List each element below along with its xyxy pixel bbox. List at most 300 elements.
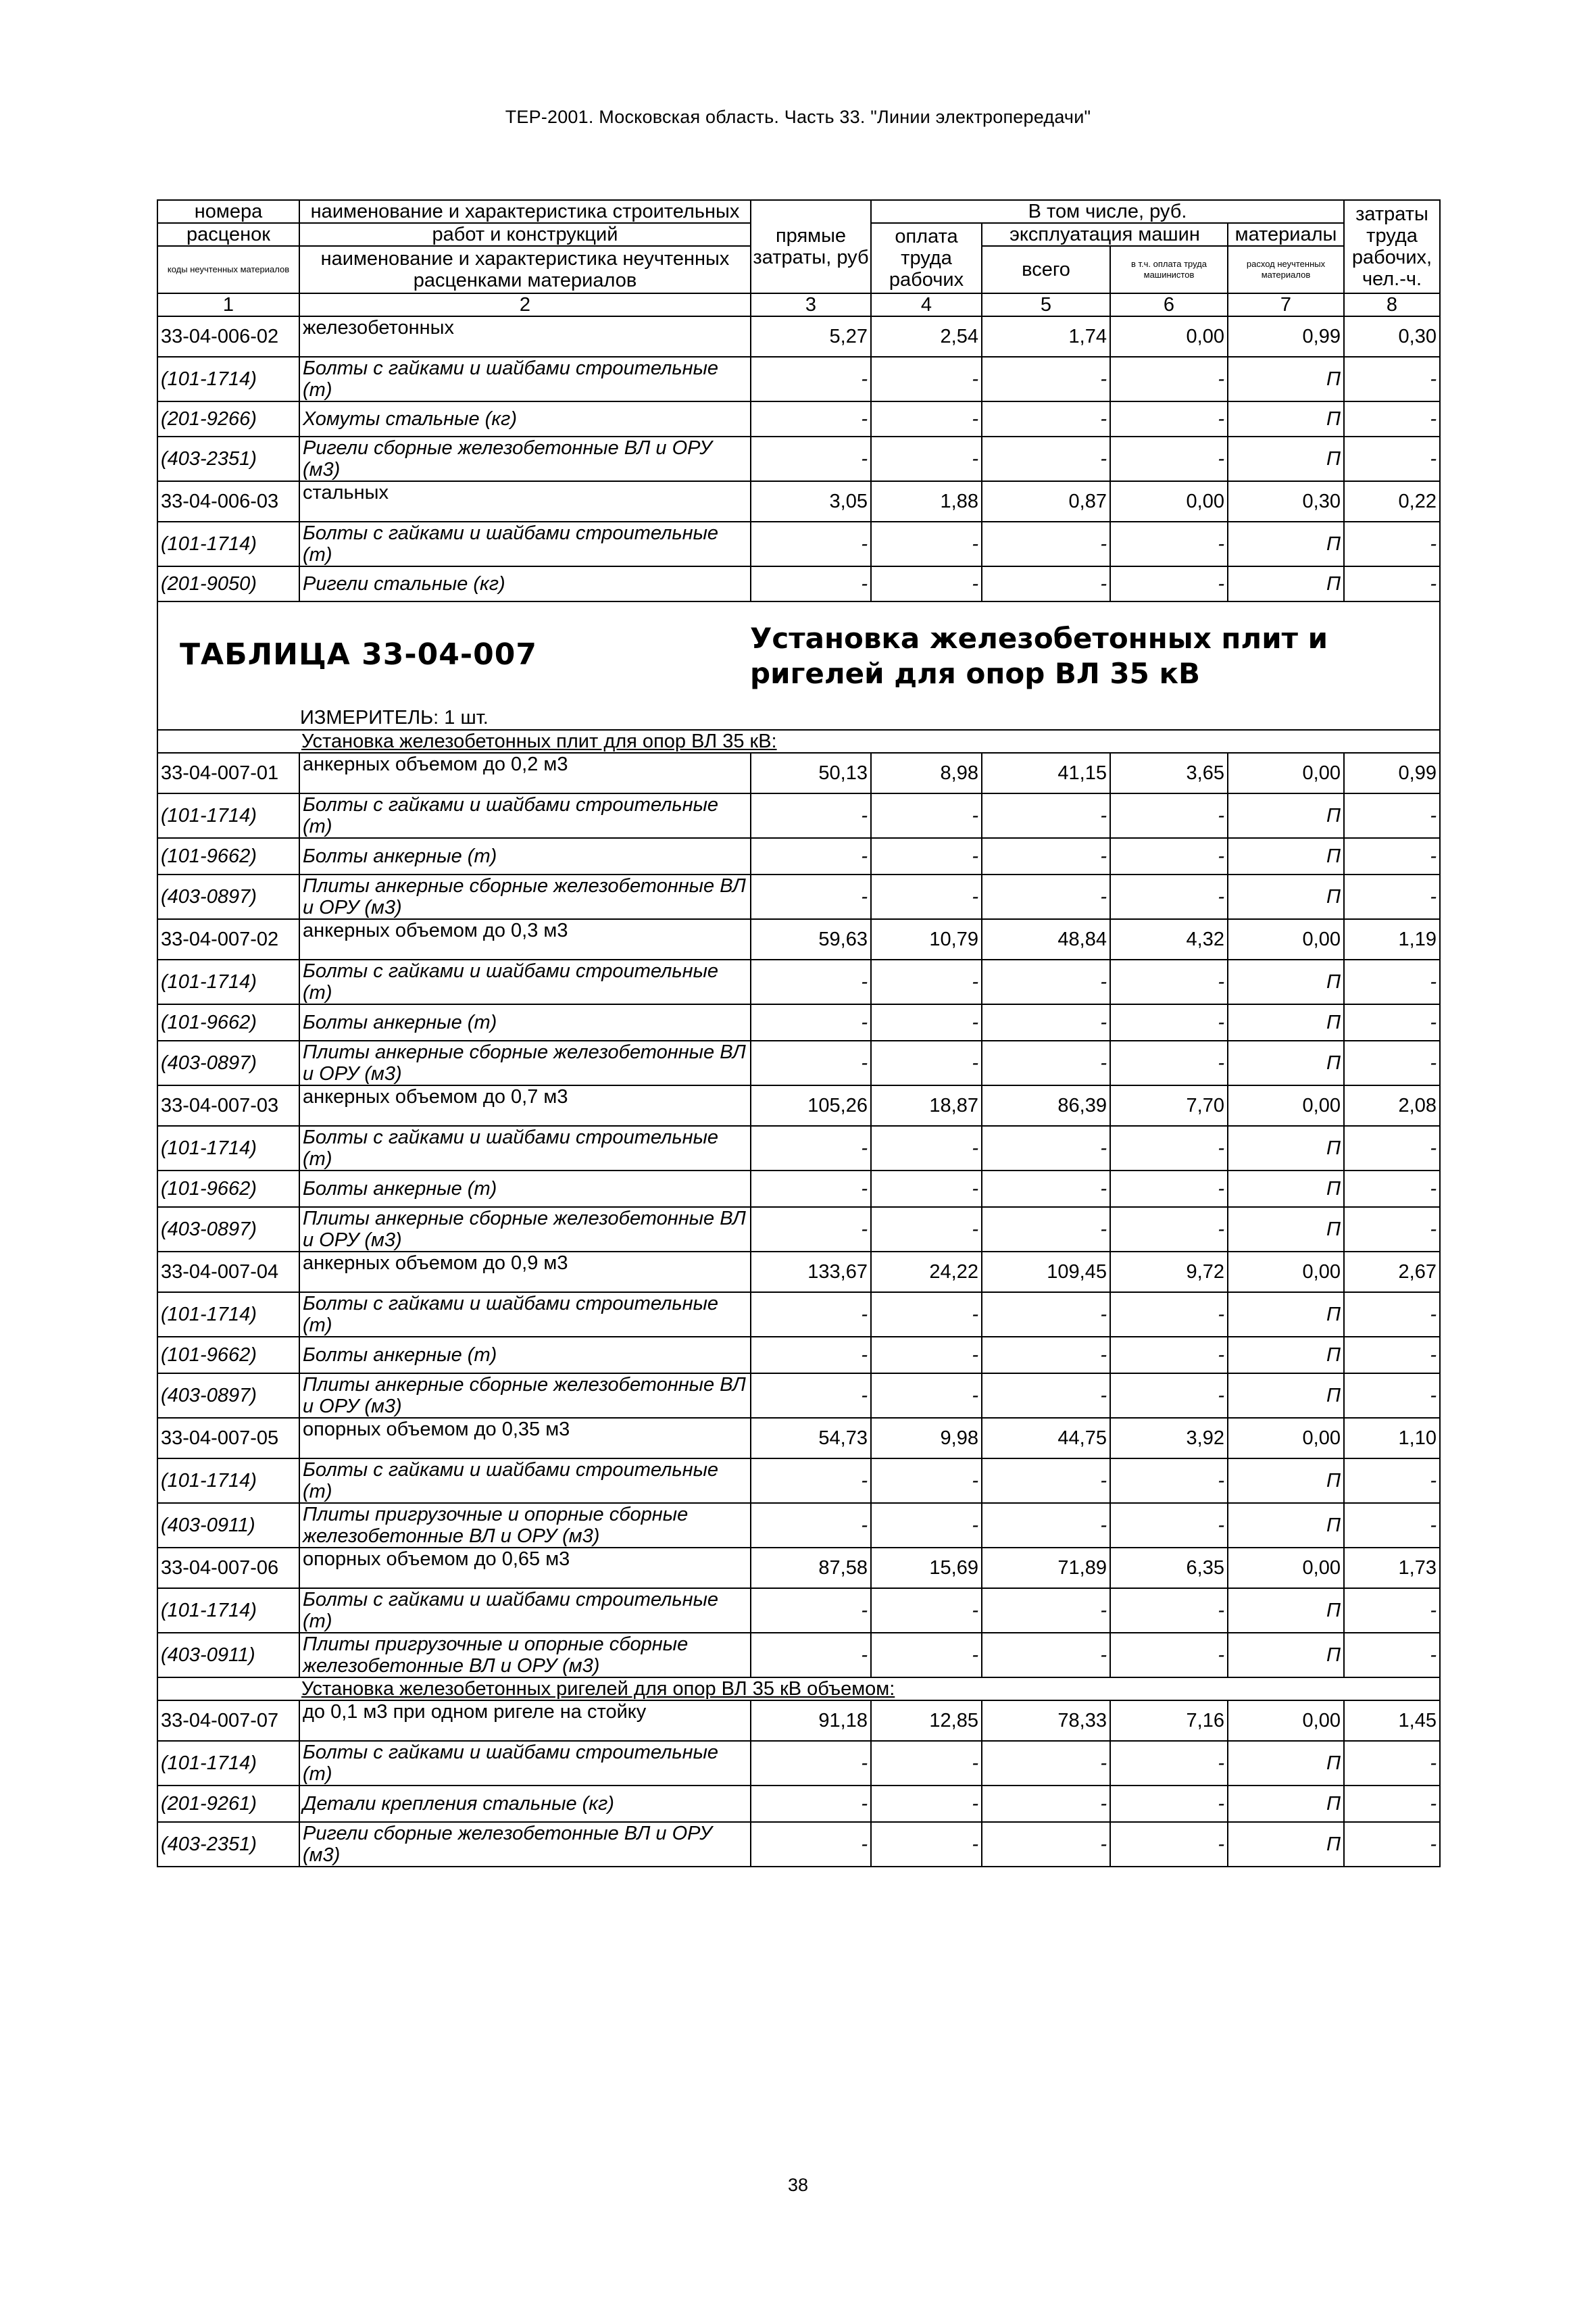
material-code: (403-0911) [157, 1503, 299, 1548]
material-dash: - [1344, 522, 1440, 566]
material-code: (101-1714) [157, 1126, 299, 1171]
material-dash: - [982, 437, 1110, 481]
material-dash: - [1110, 1786, 1228, 1822]
rate-value: 0,00 [1110, 316, 1228, 357]
material-p: П [1228, 838, 1344, 875]
material-dash: - [871, 1171, 982, 1207]
material-dash: - [871, 437, 982, 481]
material-dash: - [751, 1741, 871, 1786]
material-code: (101-1714) [157, 793, 299, 838]
crossbars-rows [157, 1700, 1440, 1867]
material-dash: - [982, 1503, 1110, 1548]
material-dash: - [1110, 437, 1228, 481]
rate-value: 2,08 [1344, 1085, 1440, 1126]
material-dash: - [982, 1373, 1110, 1418]
material-dash: - [982, 1337, 1110, 1373]
material-name: Болты с гайками и шайбами строительные (т) [299, 1292, 751, 1337]
rate-row [157, 316, 1440, 357]
machines-header: эксплуатация машин [982, 223, 1228, 246]
material-code: (403-0897) [157, 875, 299, 919]
material-p: П [1228, 1292, 1344, 1337]
material-dash: - [1110, 522, 1228, 566]
material-dash: - [1344, 1458, 1440, 1503]
col-5-header: всего [982, 246, 1110, 293]
rate-value: 3,92 [1110, 1418, 1228, 1458]
column-number: 6 [1110, 293, 1228, 316]
material-dash: - [982, 1458, 1110, 1503]
material-name: Плиты анкерные сборные железобетонные ВЛ и ОРУ (м3) [299, 1207, 751, 1252]
material-p: П [1228, 1588, 1344, 1633]
rate-value: 1,19 [1344, 919, 1440, 960]
material-dash: - [1110, 1292, 1228, 1337]
material-dash: - [871, 1786, 982, 1822]
material-dash: - [751, 1588, 871, 1633]
rate-row [157, 753, 1440, 793]
rate-value: 2,54 [871, 316, 982, 357]
material-dash: - [751, 1337, 871, 1373]
column-number: 4 [871, 293, 982, 316]
rate-value: 44,75 [982, 1418, 1110, 1458]
material-row [157, 437, 1440, 481]
material-row [157, 1822, 1440, 1867]
rate-name: анкерных объемом до 0,2 м3 [299, 753, 751, 793]
material-dash: - [871, 793, 982, 838]
material-code: (201-9266) [157, 401, 299, 437]
material-p: П [1228, 1207, 1344, 1252]
material-code: (101-9662) [157, 1171, 299, 1207]
material-code: (101-1714) [157, 357, 299, 401]
rate-row [157, 1418, 1440, 1458]
material-dash: - [1344, 1292, 1440, 1337]
material-dash: - [982, 1822, 1110, 1867]
column-number: 2 [299, 293, 751, 316]
table-id: ТАБЛИЦА 33-04-007 [180, 637, 537, 672]
rate-value: 71,89 [982, 1548, 1110, 1588]
material-dash: - [982, 1292, 1110, 1337]
rate-name: анкерных объемом до 0,3 м3 [299, 919, 751, 960]
material-dash: - [982, 1171, 1110, 1207]
material-dash: - [871, 1337, 982, 1373]
material-dash: - [871, 1458, 982, 1503]
rate-code: 33-04-007-07 [157, 1700, 299, 1741]
rate-value: 18,87 [871, 1085, 982, 1126]
column-number: 5 [982, 293, 1110, 316]
rate-name: железобетонных [299, 316, 751, 357]
material-row [157, 1207, 1440, 1252]
rate-row [157, 919, 1440, 960]
material-dash: - [751, 1786, 871, 1822]
rate-value: 15,69 [871, 1548, 982, 1588]
material-name: Ригели стальные (кг) [299, 566, 751, 601]
material-dash: - [1344, 1588, 1440, 1633]
material-dash: - [1110, 1503, 1228, 1548]
column-number: 1 [157, 293, 299, 316]
material-p: П [1228, 1822, 1344, 1867]
rate-code: 33-04-006-02 [157, 316, 299, 357]
previous-table-rows [157, 316, 1440, 601]
material-p: П [1228, 357, 1344, 401]
material-dash: - [751, 437, 871, 481]
material-row [157, 1126, 1440, 1171]
material-p: П [1228, 1004, 1344, 1041]
material-dash: - [871, 1126, 982, 1171]
material-p: П [1228, 1786, 1344, 1822]
rate-name: опорных объемом до 0,35 м3 [299, 1418, 751, 1458]
rate-value: 0,00 [1228, 919, 1344, 960]
material-p: П [1228, 401, 1344, 437]
material-name: Болты с гайками и шайбами строительные (т) [299, 1741, 751, 1786]
material-p: П [1228, 960, 1344, 1004]
material-p: П [1228, 1041, 1344, 1085]
material-dash: - [982, 566, 1110, 601]
material-dash: - [1110, 1822, 1228, 1867]
material-p: П [1228, 1337, 1344, 1373]
material-row [157, 1292, 1440, 1337]
material-name: Хомуты стальные (кг) [299, 401, 751, 437]
material-row [157, 401, 1440, 437]
col-1-bottom: коды неучтенных материалов [157, 246, 299, 293]
rate-value: 4,32 [1110, 919, 1228, 960]
material-name: Болты анкерные (т) [299, 1004, 751, 1041]
material-dash: - [1344, 793, 1440, 838]
rate-value: 12,85 [871, 1700, 982, 1741]
material-dash: - [871, 1004, 982, 1041]
material-dash: - [751, 1041, 871, 1085]
material-dash: - [1110, 566, 1228, 601]
material-row [157, 1633, 1440, 1677]
material-dash: - [982, 793, 1110, 838]
material-dash: - [751, 793, 871, 838]
rate-value: 9,98 [871, 1418, 982, 1458]
material-dash: - [751, 1633, 871, 1677]
material-code: (201-9261) [157, 1786, 299, 1822]
material-dash: - [1344, 960, 1440, 1004]
material-row [157, 875, 1440, 919]
rate-name: до 0,1 м3 при одном ригеле на стойку [299, 1700, 751, 1741]
material-p: П [1228, 1373, 1344, 1418]
material-name: Болты анкерные (т) [299, 1337, 751, 1373]
rate-value: 3,65 [1110, 753, 1228, 793]
material-dash: - [751, 1126, 871, 1171]
rate-code: 33-04-007-04 [157, 1252, 299, 1292]
material-dash: - [982, 1588, 1110, 1633]
material-dash: - [751, 1373, 871, 1418]
material-row [157, 1004, 1440, 1041]
including-header: В том числе, руб. [871, 200, 1344, 223]
material-dash: - [1110, 1588, 1228, 1633]
material-p: П [1228, 1458, 1344, 1503]
column-number: 3 [751, 293, 871, 316]
material-code: (403-0897) [157, 1041, 299, 1085]
material-dash: - [871, 401, 982, 437]
section-title-crossbars: Установка железобетонных ригелей для опор ВЛ 35 кВ объемом: [157, 1677, 1440, 1700]
material-row [157, 1171, 1440, 1207]
material-row [157, 1373, 1440, 1418]
material-dash: - [1110, 875, 1228, 919]
material-dash: - [871, 357, 982, 401]
col-3-header: прямые затраты, руб [751, 200, 871, 293]
material-dash: - [1344, 1503, 1440, 1548]
rate-value: 1,45 [1344, 1700, 1440, 1741]
material-name: Болты анкерные (т) [299, 838, 751, 875]
material-name: Болты с гайками и шайбами строительные (т) [299, 357, 751, 401]
material-code: (101-9662) [157, 1004, 299, 1041]
rate-value: 1,88 [871, 481, 982, 522]
material-row [157, 1786, 1440, 1822]
material-name: Плиты пригрузочные и опорные сборные железобетонные ВЛ и ОРУ (м3) [299, 1503, 751, 1548]
material-p: П [1228, 437, 1344, 481]
material-p: П [1228, 522, 1344, 566]
col-8-header: затраты труда рабочих, чел.-ч. [1344, 200, 1440, 293]
material-dash: - [982, 960, 1110, 1004]
rate-value: 1,74 [982, 316, 1110, 357]
rate-value: 86,39 [982, 1085, 1110, 1126]
material-dash: - [1110, 1207, 1228, 1252]
material-code: (201-9050) [157, 566, 299, 601]
rate-value: 9,72 [1110, 1252, 1228, 1292]
material-name: Болты с гайками и шайбами строительные (т) [299, 522, 751, 566]
material-dash: - [982, 401, 1110, 437]
material-dash: - [982, 1633, 1110, 1677]
rate-value: 10,79 [871, 919, 982, 960]
material-dash: - [1110, 960, 1228, 1004]
material-row [157, 1503, 1440, 1548]
rate-name: стальных [299, 481, 751, 522]
material-dash: - [1344, 875, 1440, 919]
material-dash: - [751, 1171, 871, 1207]
rate-value: 0,87 [982, 481, 1110, 522]
material-dash: - [982, 1741, 1110, 1786]
material-dash: - [751, 522, 871, 566]
material-dash: - [1344, 1171, 1440, 1207]
material-p: П [1228, 1633, 1344, 1677]
material-dash: - [871, 1292, 982, 1337]
material-dash: - [1110, 793, 1228, 838]
material-dash: - [1110, 1373, 1228, 1418]
materials-header: материалы [1228, 223, 1344, 246]
rate-value: 133,67 [751, 1252, 871, 1292]
rate-row [157, 481, 1440, 522]
rate-value: 2,67 [1344, 1252, 1440, 1292]
material-row [157, 1337, 1440, 1373]
material-name: Плиты анкерные сборные железобетонные ВЛ и ОРУ (м3) [299, 875, 751, 919]
material-dash: - [751, 1458, 871, 1503]
rate-value: 0,00 [1228, 1085, 1344, 1126]
rate-value: 48,84 [982, 919, 1110, 960]
rate-row [157, 1252, 1440, 1292]
material-name: Болты с гайками и шайбами строительные (т) [299, 1458, 751, 1503]
rate-row [157, 1085, 1440, 1126]
material-code: (403-0897) [157, 1207, 299, 1252]
material-dash: - [871, 522, 982, 566]
rate-row [157, 1548, 1440, 1588]
rate-code: 33-04-006-03 [157, 481, 299, 522]
rate-value: 3,05 [751, 481, 871, 522]
material-dash: - [982, 1004, 1110, 1041]
material-name: Болты с гайками и шайбами строительные (т) [299, 1126, 751, 1171]
material-code: (101-1714) [157, 522, 299, 566]
col-2-mid: работ и конструкций [299, 223, 751, 246]
rate-value: 54,73 [751, 1418, 871, 1458]
material-code: (101-9662) [157, 838, 299, 875]
rate-value: 0,00 [1228, 1548, 1344, 1588]
material-dash: - [1110, 1004, 1228, 1041]
material-name: Ригели сборные железобетонные ВЛ и ОРУ (м3) [299, 437, 751, 481]
col-1-top: номера [157, 200, 299, 223]
rate-value: 0,00 [1228, 1252, 1344, 1292]
table-title: Установка железобетонных плит и ригелей для опор ВЛ 35 кВ [750, 622, 1328, 690]
rate-code: 33-04-007-03 [157, 1085, 299, 1126]
rate-value: 0,00 [1228, 1700, 1344, 1741]
material-p: П [1228, 1503, 1344, 1548]
material-dash: - [982, 1207, 1110, 1252]
material-dash: - [1344, 1822, 1440, 1867]
material-name: Плиты анкерные сборные железобетонные ВЛ и ОРУ (м3) [299, 1041, 751, 1085]
col-4-header: оплата труда рабочих [871, 223, 982, 293]
rate-value: 24,22 [871, 1252, 982, 1292]
rate-value: 0,99 [1344, 753, 1440, 793]
material-name: Болты с гайками и шайбами строительные (т) [299, 960, 751, 1004]
material-dash: - [982, 838, 1110, 875]
rate-value: 6,35 [1110, 1548, 1228, 1588]
material-dash: - [751, 401, 871, 437]
material-name: Болты с гайками и шайбами строительные (т) [299, 1588, 751, 1633]
material-dash: - [1344, 1207, 1440, 1252]
rate-value: 0,00 [1228, 753, 1344, 793]
material-p: П [1228, 566, 1344, 601]
material-dash: - [871, 875, 982, 919]
material-dash: - [871, 1373, 982, 1418]
rate-code: 33-04-007-01 [157, 753, 299, 793]
material-dash: - [1344, 1337, 1440, 1373]
rate-value: 0,30 [1344, 316, 1440, 357]
material-name: Болты с гайками и шайбами строительные (т) [299, 793, 751, 838]
material-dash: - [871, 1741, 982, 1786]
rates-table [157, 199, 1441, 1867]
material-dash: - [871, 1633, 982, 1677]
rate-value: 0,00 [1228, 1418, 1344, 1458]
rate-value: 91,18 [751, 1700, 871, 1741]
rate-value: 87,58 [751, 1548, 871, 1588]
material-code: (403-0897) [157, 1373, 299, 1418]
rate-code: 33-04-007-05 [157, 1418, 299, 1458]
material-dash: - [751, 960, 871, 1004]
rate-value: 0,00 [1110, 481, 1228, 522]
material-p: П [1228, 875, 1344, 919]
rate-value: 7,16 [1110, 1700, 1228, 1741]
document-header: ТЕР-2001. Московская область. Часть 33. "Линии электропередачи" [505, 107, 1091, 127]
material-dash: - [1110, 1171, 1228, 1207]
rate-value: 78,33 [982, 1700, 1110, 1741]
rate-value: 0,99 [1228, 316, 1344, 357]
material-dash: - [751, 1822, 871, 1867]
section2-block [157, 1677, 1440, 1700]
material-dash: - [982, 357, 1110, 401]
material-dash: - [751, 838, 871, 875]
rate-value: 8,98 [871, 753, 982, 793]
table-caption [157, 601, 1440, 730]
material-name: Ригели сборные железобетонные ВЛ и ОРУ (м3) [299, 1822, 751, 1867]
material-dash: - [1110, 401, 1228, 437]
column-number: 7 [1228, 293, 1344, 316]
rate-code: 33-04-007-06 [157, 1548, 299, 1588]
measure-unit: ИЗМЕРИТЕЛЬ: 1 шт. [300, 707, 489, 729]
material-p: П [1228, 1171, 1344, 1207]
material-code: (101-9662) [157, 1337, 299, 1373]
material-dash: - [751, 566, 871, 601]
material-row [157, 1041, 1440, 1085]
material-dash: - [1344, 1633, 1440, 1677]
column-number: 8 [1344, 293, 1440, 316]
material-dash: - [751, 1292, 871, 1337]
material-dash: - [1344, 1373, 1440, 1418]
rate-name: анкерных объемом до 0,9 м3 [299, 1252, 751, 1292]
rate-value: 50,13 [751, 753, 871, 793]
material-code: (403-0911) [157, 1633, 299, 1677]
col-1-mid: расценок [157, 223, 299, 246]
material-dash: - [1344, 357, 1440, 401]
material-p: П [1228, 1741, 1344, 1786]
material-p: П [1228, 1126, 1344, 1171]
material-dash: - [1110, 838, 1228, 875]
rate-value: 105,26 [751, 1085, 871, 1126]
material-dash: - [751, 1503, 871, 1548]
rate-name: анкерных объемом до 0,7 м3 [299, 1085, 751, 1126]
material-dash: - [871, 1207, 982, 1252]
material-code: (101-1714) [157, 1458, 299, 1503]
material-code: (101-1714) [157, 1741, 299, 1786]
material-dash: - [1344, 437, 1440, 481]
material-code: (101-1714) [157, 960, 299, 1004]
plates-rows [157, 753, 1440, 1677]
material-dash: - [1344, 838, 1440, 875]
material-dash: - [1110, 1126, 1228, 1171]
rate-value: 5,27 [751, 316, 871, 357]
material-name: Плиты анкерные сборные железобетонные ВЛ и ОРУ (м3) [299, 1373, 751, 1418]
col-2-top: наименование и характеристика строительных [299, 200, 751, 223]
material-dash: - [1110, 1041, 1228, 1085]
material-dash: - [1110, 1633, 1228, 1677]
material-dash: - [1344, 566, 1440, 601]
material-dash: - [1344, 1741, 1440, 1786]
material-dash: - [982, 875, 1110, 919]
material-dash: - [751, 1207, 871, 1252]
material-dash: - [871, 838, 982, 875]
material-row [157, 960, 1440, 1004]
material-dash: - [751, 875, 871, 919]
rate-value: 59,63 [751, 919, 871, 960]
material-dash: - [1344, 1041, 1440, 1085]
rate-value: 1,10 [1344, 1418, 1440, 1458]
rate-value: 109,45 [982, 1252, 1110, 1292]
material-row [157, 357, 1440, 401]
material-dash: - [871, 1588, 982, 1633]
material-code: (403-2351) [157, 437, 299, 481]
material-row [157, 793, 1440, 838]
material-dash: - [871, 960, 982, 1004]
material-dash: - [1110, 357, 1228, 401]
material-row [157, 1588, 1440, 1633]
material-row [157, 1741, 1440, 1786]
material-dash: - [751, 1004, 871, 1041]
material-dash: - [871, 1822, 982, 1867]
col-7-header: расход неучтенных материалов [1228, 246, 1344, 293]
material-dash: - [1344, 1004, 1440, 1041]
material-name: Детали крепления стальные (кг) [299, 1786, 751, 1822]
rate-name: опорных объемом до 0,65 м3 [299, 1548, 751, 1588]
material-dash: - [982, 1041, 1110, 1085]
material-row [157, 1458, 1440, 1503]
